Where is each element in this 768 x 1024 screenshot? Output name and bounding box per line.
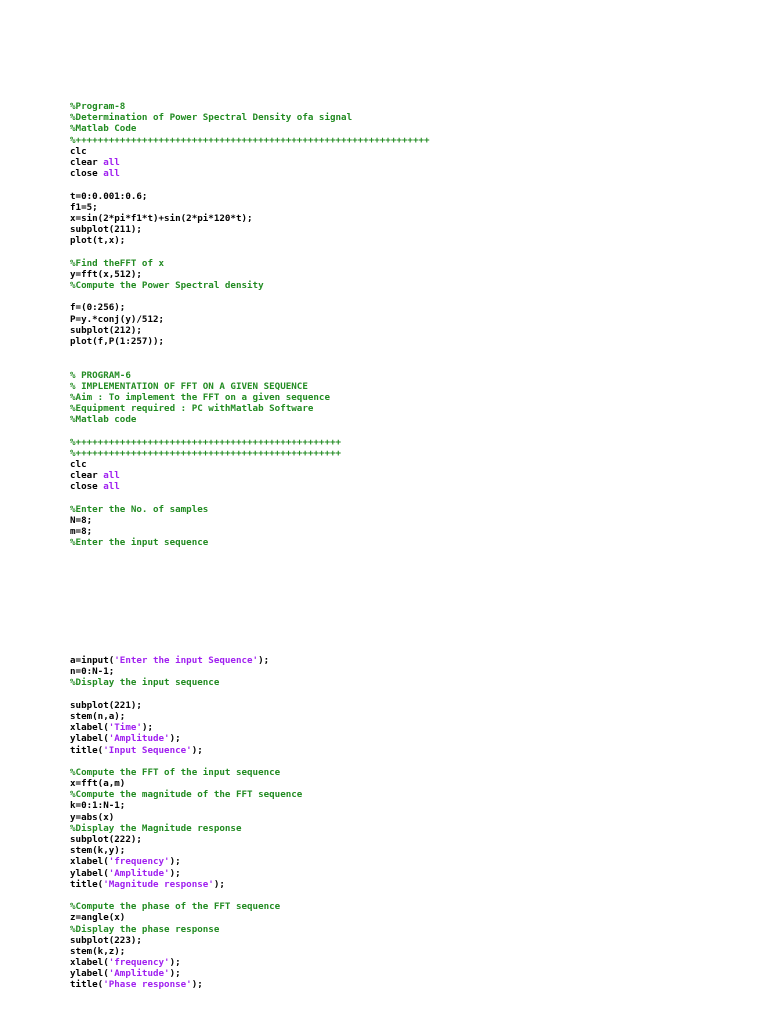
code-string: all — [103, 481, 120, 493]
code-line — [70, 722, 690, 733]
code-line — [70, 711, 690, 722]
code-text: f1=5; — [70, 201, 98, 213]
code-line — [70, 213, 690, 224]
code-comment: %Compute the Power Spectral density — [70, 280, 264, 291]
code-comment: %++++++++++++++++++++++++++++++++++++++++++++++++++++++++++++++++ — [70, 134, 430, 146]
code-comment: %Compute the FFT of the input sequence — [70, 766, 281, 778]
code-line — [70, 258, 690, 269]
code-line — [70, 470, 690, 481]
code-text: subplot(212); — [70, 324, 142, 336]
code-line — [70, 314, 690, 325]
code-line — [70, 767, 690, 778]
code-line — [70, 370, 690, 381]
code-line — [70, 515, 690, 526]
code-line — [70, 280, 690, 291]
code-comment: %++++++++++++++++++++++++++++++++++++++++++++++++ — [70, 436, 342, 448]
code-text: subplot(221); — [70, 699, 142, 711]
code-line — [70, 135, 690, 146]
code-line — [70, 912, 690, 923]
code-line — [70, 666, 690, 677]
code-comment: %++++++++++++++++++++++++++++++++++++++++++++++++ — [70, 447, 342, 459]
code-block-program-8-and-6 — [70, 101, 690, 549]
code-text: y=abs(x) — [70, 811, 115, 823]
code-comment: %Compute the magnitude of the FFT sequence — [70, 789, 303, 801]
code-text: clc — [70, 459, 87, 470]
code-line — [70, 935, 690, 946]
code-comment: %Equipment required : PC withMatlab Software — [70, 403, 314, 415]
code-text: ylabel( — [70, 867, 109, 879]
code-line — [70, 778, 690, 789]
code-line — [70, 336, 690, 347]
code-text: xlabel( — [70, 856, 109, 868]
code-text: ); — [169, 733, 181, 745]
code-text: y=fft(x,512); — [70, 268, 142, 280]
code-line — [70, 414, 690, 425]
code-line — [70, 901, 690, 912]
code-text: plot(f,P(1:257)); — [70, 335, 165, 347]
code-line — [70, 437, 690, 448]
code-line — [70, 202, 690, 213]
code-line — [70, 325, 690, 336]
code-comment: %Compute the phase of the FFT sequence — [70, 901, 281, 913]
code-line — [70, 459, 690, 470]
code-comment: %Aim : To implement the FFT on a given sequence — [70, 391, 330, 403]
code-block-fft-continuation — [70, 655, 690, 991]
code-text: clear — [70, 470, 104, 482]
code-text: ); — [191, 979, 203, 991]
code-line — [70, 101, 690, 112]
code-text: P=y.*conj(y)/512; — [70, 313, 165, 325]
code-text: close — [70, 168, 104, 180]
code-line — [70, 957, 690, 968]
code-line — [70, 448, 690, 459]
blank-line — [70, 493, 690, 504]
blank-line — [70, 358, 690, 369]
code-line — [70, 191, 690, 202]
blank-line — [70, 291, 690, 302]
code-string: 'frequency' — [108, 856, 170, 868]
code-text: stem(k,y); — [70, 845, 126, 857]
code-text: xlabel( — [70, 722, 109, 734]
code-line — [70, 504, 690, 515]
code-line — [70, 834, 690, 845]
code-text: ); — [169, 968, 181, 980]
code-text: ); — [141, 722, 154, 734]
code-text: n=0:N-1; — [70, 666, 115, 678]
code-string: 'Magnitude response' — [103, 878, 214, 890]
code-text: k=0:1:N-1; — [70, 800, 126, 812]
code-line — [70, 700, 690, 711]
code-text: title( — [70, 979, 104, 991]
code-text: f=(0:256); — [70, 302, 126, 314]
code-text: subplot(223); — [70, 934, 142, 946]
code-string: 'Time' — [108, 722, 142, 734]
code-text: stem(n,a); — [70, 710, 126, 722]
code-text: stem(k,z); — [70, 945, 126, 957]
code-line — [70, 537, 690, 548]
code-string: 'Input Sequence' — [103, 744, 192, 756]
code-text: x=fft(a,m) — [70, 778, 126, 790]
code-line — [70, 812, 690, 823]
code-text: t=0:0.001:0.6; — [70, 190, 148, 202]
code-text: subplot(211); — [70, 224, 142, 236]
code-line — [70, 526, 690, 537]
code-text: plot(t,x); — [70, 235, 126, 247]
code-string: all — [103, 156, 120, 168]
code-text: ); — [169, 867, 181, 879]
code-comment: %Determination of Power Spectral Density ofa signal — [70, 112, 353, 124]
code-text: m=8; — [70, 526, 93, 538]
code-line — [70, 168, 690, 179]
code-string: 'Amplitude' — [108, 968, 170, 980]
code-comment: %Find theFFT of x — [70, 257, 165, 269]
code-text: a=input( — [70, 655, 115, 666]
code-text: xlabel( — [70, 957, 109, 969]
code-text: ); — [258, 655, 270, 666]
code-line — [70, 924, 690, 935]
code-string: 'frequency' — [108, 957, 170, 969]
code-line — [70, 789, 690, 800]
code-line — [70, 655, 690, 666]
code-line — [70, 856, 690, 867]
code-line — [70, 677, 690, 688]
code-text: title( — [70, 878, 104, 890]
code-line — [70, 123, 690, 134]
blank-line — [70, 756, 690, 767]
code-comment: %Matlab code — [70, 414, 137, 426]
code-line — [70, 800, 690, 811]
code-string: all — [103, 470, 120, 482]
code-text: subplot(222); — [70, 834, 142, 845]
blank-line — [70, 246, 690, 257]
code-comment: % PROGRAM-6 — [70, 369, 131, 381]
blank-line — [70, 890, 690, 901]
code-text: close — [70, 481, 104, 493]
code-string: 'Amplitude' — [108, 867, 170, 879]
code-line — [70, 112, 690, 123]
code-comment: %Matlab Code — [70, 123, 137, 135]
blank-line — [70, 425, 690, 436]
code-text: ylabel( — [70, 733, 109, 745]
code-comment: %Program-8 — [70, 101, 126, 112]
code-comment: %Display the Magnitude response — [70, 822, 242, 834]
code-line — [70, 868, 690, 879]
code-line — [70, 392, 690, 403]
code-line — [70, 146, 690, 157]
code-line — [70, 733, 690, 744]
code-comment: % IMPLEMENTATION OF FFT ON A GIVEN SEQUENCE — [70, 380, 308, 392]
code-string: 'Amplitude' — [108, 733, 170, 745]
code-text: clear — [70, 156, 104, 168]
code-line — [70, 403, 690, 414]
code-text: ); — [213, 878, 225, 890]
code-text: N=8; — [70, 514, 93, 526]
code-text: title( — [70, 744, 104, 756]
code-line — [70, 269, 690, 280]
code-line — [70, 745, 690, 756]
blank-line — [70, 347, 690, 358]
code-line — [70, 845, 690, 856]
code-text: clc — [70, 145, 87, 157]
code-line — [70, 381, 690, 392]
blank-line — [70, 689, 690, 700]
code-line — [70, 946, 690, 957]
code-string: all — [103, 168, 120, 180]
code-line — [70, 823, 690, 834]
code-comment: %Display the input sequence — [70, 677, 220, 689]
code-string: 'Phase response' — [103, 979, 192, 991]
code-text: ); — [169, 957, 181, 969]
code-line — [70, 157, 690, 168]
code-comment: %Display the phase response — [70, 923, 220, 935]
code-line — [70, 979, 690, 990]
code-string: 'Enter the input Sequence' — [114, 655, 259, 666]
code-text: ); — [191, 744, 203, 756]
code-text: x=sin(2*pi*f1*t)+sin(2*pi*120*t); — [70, 212, 253, 224]
code-line — [70, 235, 690, 246]
code-text: ); — [169, 856, 181, 868]
blank-line — [70, 179, 690, 190]
code-text: z=angle(x) — [70, 912, 126, 924]
code-line — [70, 224, 690, 235]
code-line — [70, 968, 690, 979]
code-text: ylabel( — [70, 968, 109, 980]
code-line — [70, 879, 690, 890]
code-comment: %Enter the No. of samples — [70, 503, 209, 515]
code-comment: %Enter the input sequence — [70, 537, 209, 549]
code-line — [70, 302, 690, 313]
code-line — [70, 481, 690, 492]
